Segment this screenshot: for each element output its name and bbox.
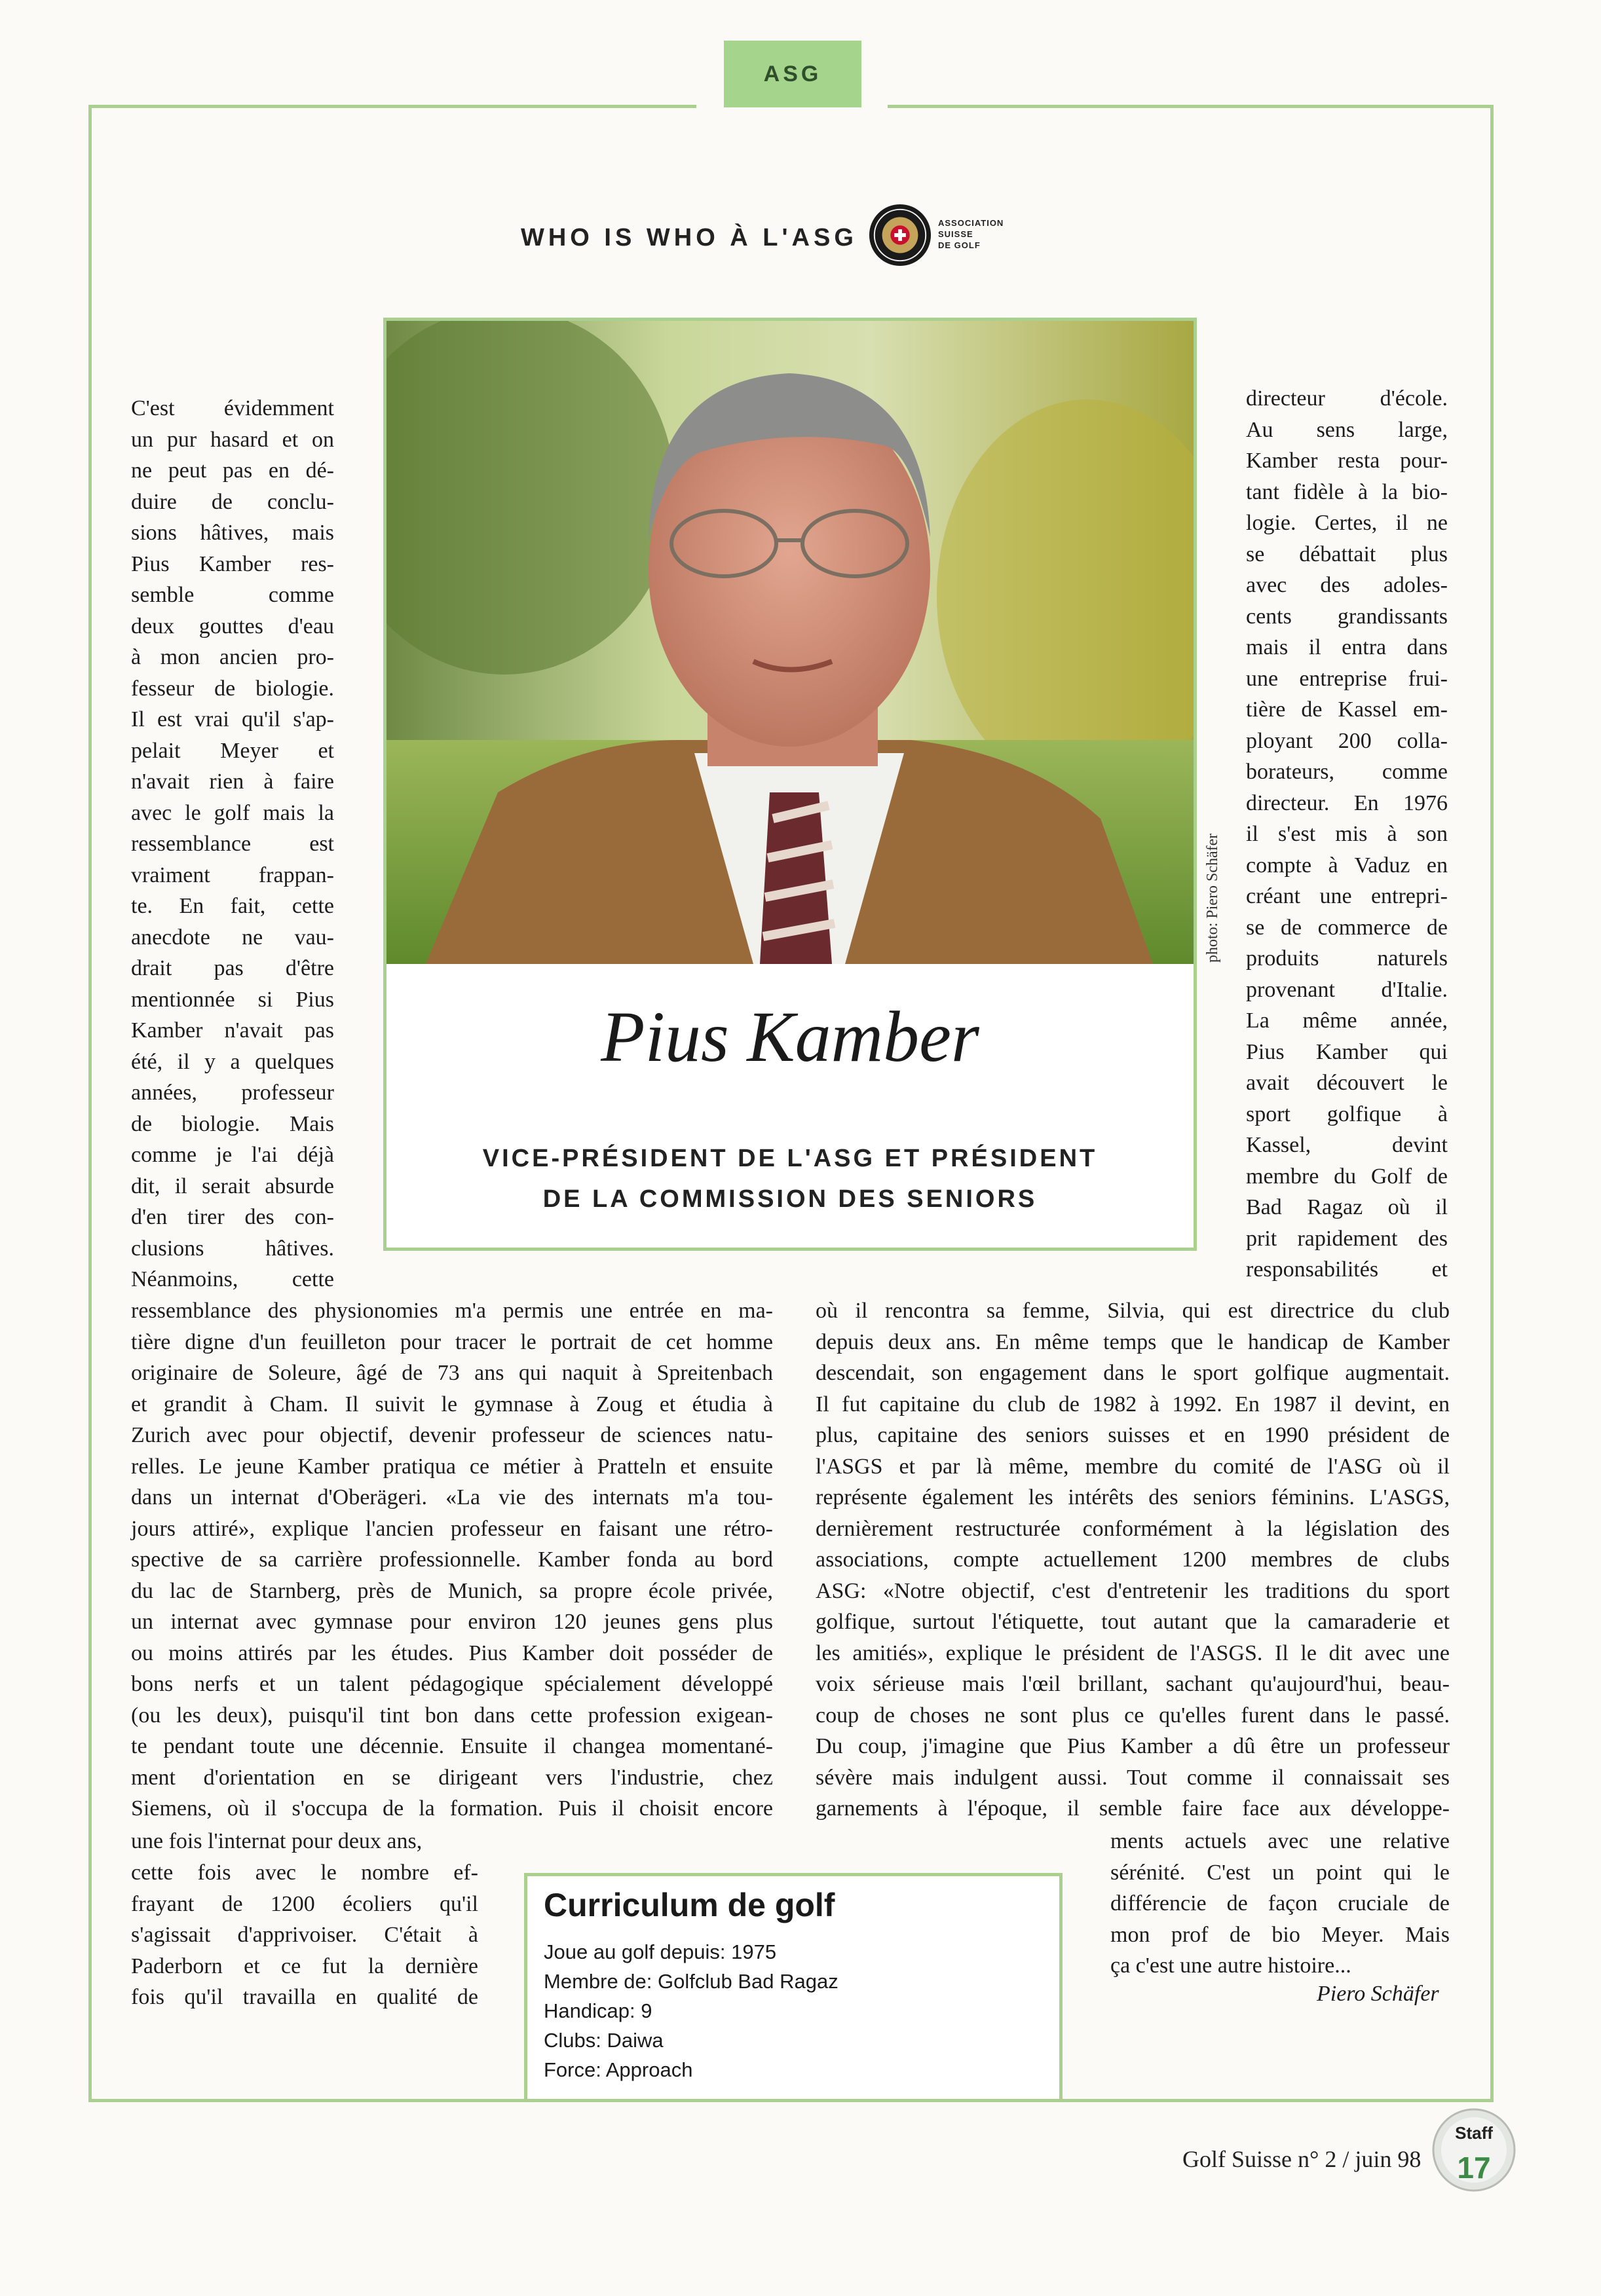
curriculum-item: Clubs: Daiwa (544, 2029, 664, 2052)
left-line: Il est vrai qu'il s'ap- (131, 707, 334, 731)
body-line: un internat avec gymnase pour environ 120 jeunes gens plus (131, 1610, 773, 1634)
frame-top-right (888, 105, 1494, 108)
section-title: WHO IS WHO À L'ASG (521, 224, 857, 251)
right-line: il s'est mis à son (1246, 822, 1448, 846)
body-line: du lac de Starnberg, près de Munich, sa propre école privée, (131, 1578, 773, 1603)
left-line: clusions hâtives. (131, 1236, 334, 1261)
body-line: voix sérieuse mais l'œil brillant, sachant qu'aujourd'hui, beau- (816, 1672, 1450, 1696)
curriculum-item: Membre de: Golfclub Bad Ragaz (544, 1970, 838, 1993)
section-tab: ASG (724, 41, 861, 107)
lower-left-text (131, 1295, 773, 1824)
body-line: ments actuels avec une relative (1110, 1829, 1450, 1853)
left-line: vraiment frappan- (131, 862, 334, 887)
left-line: te. En fait, cette (131, 894, 334, 918)
left-line: Pius Kamber res- (131, 551, 334, 576)
author-signature: Piero Schäfer (1317, 1982, 1439, 2006)
frame-top-left (88, 105, 696, 108)
left-line: un pur hasard et on (131, 427, 334, 452)
subtitle-line-2: DE LA COMMISSION DES SENIORS (542, 1185, 1038, 1213)
photo-credit: photo: Piero Schäfer (1204, 833, 1221, 963)
subtitle-line-1: VICE-PRÉSIDENT DE L'ASG ET PRÉSIDENT (482, 1145, 1098, 1172)
lower-right-text (816, 1295, 1450, 1824)
right-line: cents grandissants (1246, 604, 1448, 629)
body-line: Il fut capitaine du club de 1982 à 1992. En 1987 il devint, en (816, 1392, 1450, 1416)
left-line: fesseur de biologie. (131, 676, 334, 701)
body-line: s'agissait d'apprivoiser. C'était à (131, 1923, 478, 1947)
body-line: spective de sa carrière professionnelle. Kamber fonda au bord (131, 1547, 773, 1572)
right-line: Kamber resta pour- (1246, 449, 1448, 473)
lower-left-short-text (131, 1857, 478, 2013)
left-line: Kamber n'avait pas (131, 1018, 334, 1043)
staff-badge-icon (1431, 2107, 1516, 2193)
right-line: directeur. En 1976 (1246, 790, 1448, 815)
body-line: ou moins attirés par les études. Pius Kamber doit posséder de (131, 1640, 773, 1665)
body-line: les amitiés», explique le président de l'ASGS. Il le dit avec une (816, 1640, 1450, 1665)
portrait-image (386, 321, 1194, 964)
body-line: sévère mais indulgent aussi. Tout comme il connaissait ses (816, 1765, 1450, 1790)
body-line: différencie de façon cruciale de (1110, 1891, 1450, 1916)
right-column (1246, 383, 1448, 1286)
frame-right (1490, 105, 1494, 2102)
body-line: Siemens, où il s'occupa de la formation. Puis il choisit encore (131, 1796, 773, 1821)
body-line: fois qu'il travailla en qualité de (131, 1985, 478, 2009)
body-line: plus, capitaine des seniors suisses et en 1990 président de (816, 1423, 1450, 1447)
curriculum-item: Force: Approach (544, 2058, 693, 2081)
right-line: produits naturels (1246, 946, 1448, 971)
right-line: responsabilités et (1246, 1257, 1448, 1282)
curriculum-title: Curriculum de golf (544, 1887, 835, 1923)
body-line: ressemblance des physionomies m'a permis une entrée en ma- (131, 1299, 773, 1323)
body-line: relles. Le jeune Kamber pratiqua ce métier à Pratteln et ensuite (131, 1454, 773, 1479)
right-line: se de commerce de (1246, 915, 1448, 940)
body-line: depuis deux ans. En même temps que le handicap de Kamber (816, 1329, 1450, 1354)
left-line: Néanmoins, cette (131, 1267, 334, 1291)
left-line: ne peut pas en dé- (131, 458, 334, 483)
body-line: Paderborn et ce fut la dernière (131, 1953, 478, 1978)
body-line: ça c'est une autre histoire... (1110, 1953, 1351, 1978)
right-line: La même année, (1246, 1009, 1448, 1033)
right-line: compte à Vaduz en (1246, 853, 1448, 878)
page-number: 17 (1457, 2151, 1491, 2185)
body-line: dernièrement restructurée conformément à la législation des (816, 1516, 1450, 1541)
left-line: C'est évidemment (131, 396, 334, 420)
body-line: frayant de 1200 écoliers qu'il (131, 1891, 478, 1916)
body-line: garnements à l'époque, il semble faire face aux développe- (816, 1796, 1450, 1821)
frame-left (88, 105, 92, 2102)
body-line: golfique, surtout l'étiquette, tout autant que la camaraderie et (816, 1610, 1450, 1634)
left-line: années, professeur (131, 1081, 334, 1105)
portrait-box (383, 318, 1197, 1251)
left-line: d'en tirer des con- (131, 1205, 334, 1229)
right-line: mais il entra dans (1246, 635, 1448, 659)
left-line: dit, il serait absurde (131, 1174, 334, 1198)
body-line: mon prof de bio Meyer. Mais (1110, 1922, 1450, 1947)
right-line: directeur d'école. (1246, 386, 1448, 411)
logo-text (938, 217, 1004, 251)
right-line: prit rapidement des (1246, 1226, 1448, 1251)
body-line: originaire de Soleure, âgé de 73 ans qui naquit à Spreitenbach (131, 1361, 773, 1385)
left-line: duire de conclu- (131, 489, 334, 514)
body-line: une fois l'internat pour deux ans, (131, 1829, 423, 1853)
logo-line-3: DE GOLF (938, 240, 981, 250)
right-line: créant une entrepri- (1246, 884, 1448, 908)
left-line: comme je l'ai déjà (131, 1143, 334, 1167)
left-line: pelait Meyer et (131, 738, 334, 763)
body-line: sérénité. C'est un point qui le (1110, 1860, 1450, 1885)
right-line: avec des adoles- (1246, 573, 1448, 597)
left-line: sions hâtives, mais (131, 521, 334, 545)
body-line: représente également les intérêts des seniors féminins. L'ASGS, (816, 1485, 1450, 1509)
right-line: logie. Certes, il ne (1246, 511, 1448, 535)
left-line: de biologie. Mais (131, 1111, 334, 1136)
right-line: provenant d'Italie. (1246, 977, 1448, 1002)
left-line: anecdote ne vau- (131, 925, 334, 950)
right-line: Pius Kamber qui (1246, 1039, 1448, 1064)
right-line: membre du Golf de (1246, 1164, 1448, 1189)
body-line: Du coup, j'imagine que Pius Kamber a dû être un professeur (816, 1734, 1450, 1758)
left-line: ressemblance est (131, 832, 334, 856)
body-line: (ou les deux), puisqu'il tint bon dans cette profession exigean- (131, 1703, 773, 1728)
logo-line-2: SUISSE (938, 229, 973, 239)
curriculum-item: Handicap: 9 (544, 1999, 652, 2022)
body-line: ment d'orientation en se dirigeant vers l'industrie, chez (131, 1765, 773, 1790)
body-line: cette fois avec le nombre ef- (131, 1861, 478, 1885)
body-line: bons nerfs et un talent pédagogique spécialement développé (131, 1672, 773, 1696)
person-name: Pius Kamber (601, 997, 979, 1077)
body-line: et grandit à Cham. Il suivit le gymnase à Zoug et étudia à (131, 1392, 773, 1416)
right-line: borateurs, comme (1246, 760, 1448, 784)
left-line: avec le golf mais la (131, 800, 334, 825)
body-line: coup de choses ne sont plus ce qu'elles furent dans le passé. (816, 1703, 1450, 1728)
right-line: se débattait plus (1246, 542, 1448, 566)
right-line: Kassel, devint (1246, 1133, 1448, 1157)
body-line: descendait, son engagement dans le sport golfique augmentait. (816, 1361, 1450, 1385)
left-line: été, il y a quelques (131, 1049, 334, 1074)
publication-info: Golf Suisse n° 2 / juin 98 (1182, 2146, 1422, 2172)
right-line: Au sens large, (1246, 417, 1448, 442)
body-line: dans un internat d'Oberägeri. «La vie des internats m'a tou- (131, 1485, 773, 1509)
asg-logo-icon (868, 203, 932, 267)
body-line: Zurich avec pour objectif, devenir professeur de sciences natu- (131, 1423, 773, 1447)
body-line: où il rencontra sa femme, Silvia, qui est directrice du club (816, 1299, 1450, 1323)
left-line: n'avait rien à faire (131, 769, 334, 794)
logo-line-1: ASSOCIATION (938, 218, 1004, 228)
badge-brand: Staff (1455, 2123, 1493, 2143)
left-line: drait pas d'être (131, 956, 334, 980)
right-line: ployant 200 colla- (1246, 728, 1448, 753)
right-line: sport golfique à (1246, 1102, 1448, 1126)
portrait-photo (386, 321, 1194, 964)
body-line: tière digne d'un feuilleton pour tracer le portrait de cet homme (131, 1329, 773, 1354)
right-line: Bad Ragaz où il (1246, 1195, 1448, 1219)
right-line: tant fidèle à la bio- (1246, 479, 1448, 504)
left-column (131, 393, 334, 1295)
right-line: avait découvert le (1246, 1071, 1448, 1095)
left-line: mentionnée si Pius (131, 987, 334, 1012)
curriculum-item: Joue au golf depuis: 1975 (544, 1940, 777, 1963)
body-line: l'ASGS et par là même, membre du comité de l'ASG où il (816, 1454, 1450, 1479)
right-line: une entreprise frui- (1246, 666, 1448, 691)
body-line: te pendant toute une décennie. Ensuite il changea momentané- (131, 1734, 773, 1758)
person-title (383, 1138, 1197, 1219)
lower-right-short-text (1110, 1826, 1450, 1950)
body-line: ASG: «Notre objectif, c'est d'entretenir les traditions du sport (816, 1578, 1450, 1603)
body-line: jours attiré», explique l'ancien professeur en faisant une rétro- (131, 1516, 773, 1541)
left-line: deux gouttes d'eau (131, 614, 334, 639)
right-line: tière de Kassel em- (1246, 697, 1448, 722)
left-line: à mon ancien pro- (131, 645, 334, 669)
left-line: semble comme (131, 583, 334, 607)
body-line: associations, compte actuellement 1200 membres de clubs (816, 1547, 1450, 1572)
